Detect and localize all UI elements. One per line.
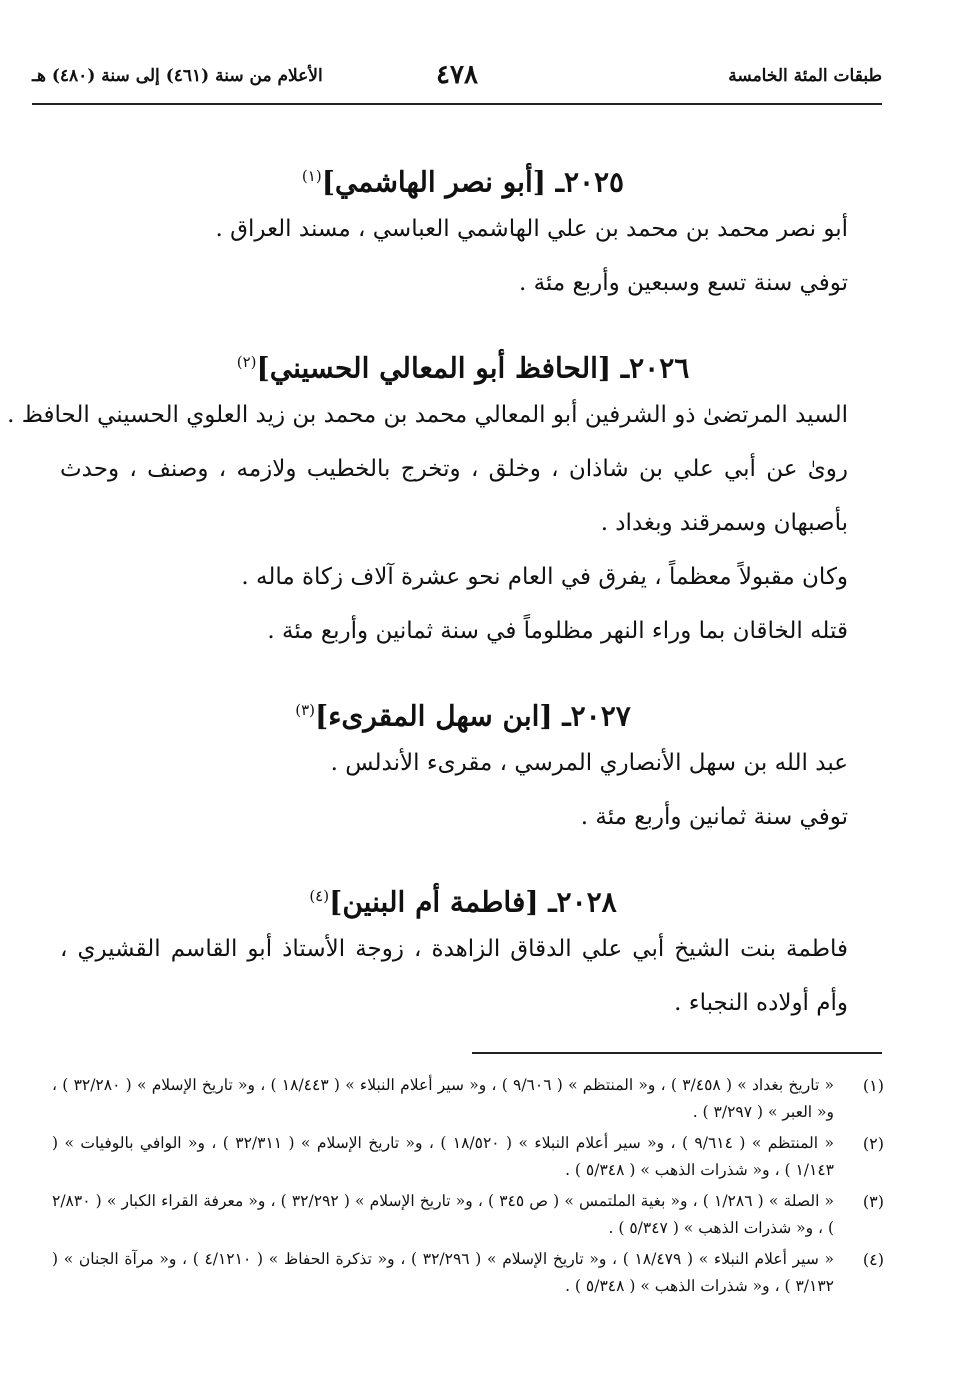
entry-title-text: ٢٠٢٨ـ [فاطمة أم البنين] [329,885,617,919]
entry-paragraph: وكان مقبولاً معظماً ، يفرق في العام نحو عشرة آلاف زكاة ماله . [241,564,848,590]
footnote-number: (٣) [862,1192,884,1211]
footnote-text: « سير أعلام النبلاء » ( ١٨/٤٧٩ ) ، و« تاريخ الإسلام » ( ٣٢/٢٩٦ ) ، و« تذكرة الحفاظ » ( ٤/١٢١٠ ) ، و« مرآة الجنان » ( ٣/١٣٢ ) ، و« شذرات الذهب » ( ٥/٣٤٨ ) . [52,1250,834,1295]
footnote-text: « المنتظم » ( ٩/٦١٤ ) ، و« سير أعلام النبلاء » ( ١٨/٥٢٠ ) ، و« تاريخ الإسلام » ( ٣٢/٣١١ ) ، و« الوافي بالوفيات » ( ١/١٤٣ ) ، و« شذرات الذهب » ( ٥/٣٤٨ ) . [52,1134,834,1179]
entry-title-text: ٢٠٢٧ـ [ابن سهل المقرىء] [315,699,631,733]
running-header-section-title: الأعلام من سنة (٤٦١) إلى سنة (٤٨٠) هـ [32,66,323,86]
running-header [32,60,882,100]
main-text [7,150,866,1030]
entry-title [60,870,866,922]
footnote-divider [472,1052,882,1054]
entry-paragraph: أبو نصر محمد بن محمد بن علي الهاشمي العباسي ، مسند العراق . [215,216,848,242]
entry-title [60,684,866,736]
header-divider [32,103,882,105]
footnote [52,1188,884,1242]
entry-paragraph: قتله الخاقان بما وراء النهر مظلوماً في سنة ثمانين وأربع مئة . [267,618,848,644]
entry-2027 [60,684,866,844]
footnote-text: « الصلة » ( ١/٢٨٦ ) ، و« بغية الملتمس » ( ص ٣٤٥ ) ، و« تاريخ الإسلام » ( ٣٢/٢٩٢ ) ، و« معرفة القراء الكبار » ( ٢/٨٣٠ ) ، و« شذرات الذهب » ( ٥/٣٤٧ ) . [52,1192,835,1237]
footnote-number: (١) [862,1076,884,1095]
entry-paragraph: توفي سنة تسع وسبعين وأربع مئة . [518,270,848,296]
entry-2028 [60,870,866,1030]
footnote [52,1130,884,1184]
footnote-number: (٤) [862,1250,884,1269]
footnotes [52,1072,884,1304]
entry-title-text: ٢٠٢٦ـ [الحافظ أبو المعالي الحسيني] [256,351,690,385]
footnote [52,1072,884,1126]
footnote-ref: (١) [301,167,322,185]
entry-2026 [7,336,866,658]
footnote [52,1246,884,1300]
entry-paragraph: السيد المرتضىٰ ذو الشرفين أبو المعالي محمد بن محمد بن زيد العلوي الحسيني الحافظ . [7,402,848,428]
entry-title [60,150,866,202]
entry-title [60,336,866,388]
footnote-ref: (٣) [295,701,315,719]
footnote-ref: (٤) [309,887,330,905]
footnote-number: (٢) [862,1134,884,1153]
entry-paragraph: توفي سنة ثمانين وأربع مئة . [580,804,848,830]
entry-paragraph: فاطمة بنت الشيخ أبي علي الدقاق الزاهدة ، زوجة الأستاذ أبو القاسم القشيري ، وأم أولاده النجباء . [60,936,848,1016]
entry-paragraph: عبد الله بن سهل الأنصاري المرسي ، مقرىء الأندلس . [330,750,848,776]
footnote-text: « تاريخ بغداد » ( ٣/٤٥٨ ) ، و« المنتظم » ( ٩/٦٠٦ ) ، و« سير أعلام النبلاء » ( ١٨/٤٤٣ ) ، و« تاريخ الإسلام » ( ٣٢/٢٨٠ ) ، و« العبر » ( ٣/٢٩٧ ) . [52,1076,834,1121]
entry-paragraph: رویٰ عن أبي علي بن شاذان ، وخلق ، وتخرج بالخطيب ولازمه ، وصنف ، وحدث بأصبهان وسمرقند وبغداد . [60,456,848,536]
entry-title-text: ٢٠٢٥ـ [أبو نصر الهاشمي] [321,165,625,199]
entry-2025 [60,150,866,310]
running-header-book-title: طبقات المئة الخامسة [728,66,882,86]
page-number: ٤٧٨ [436,60,478,90]
footnote-ref: (٢) [236,353,257,371]
